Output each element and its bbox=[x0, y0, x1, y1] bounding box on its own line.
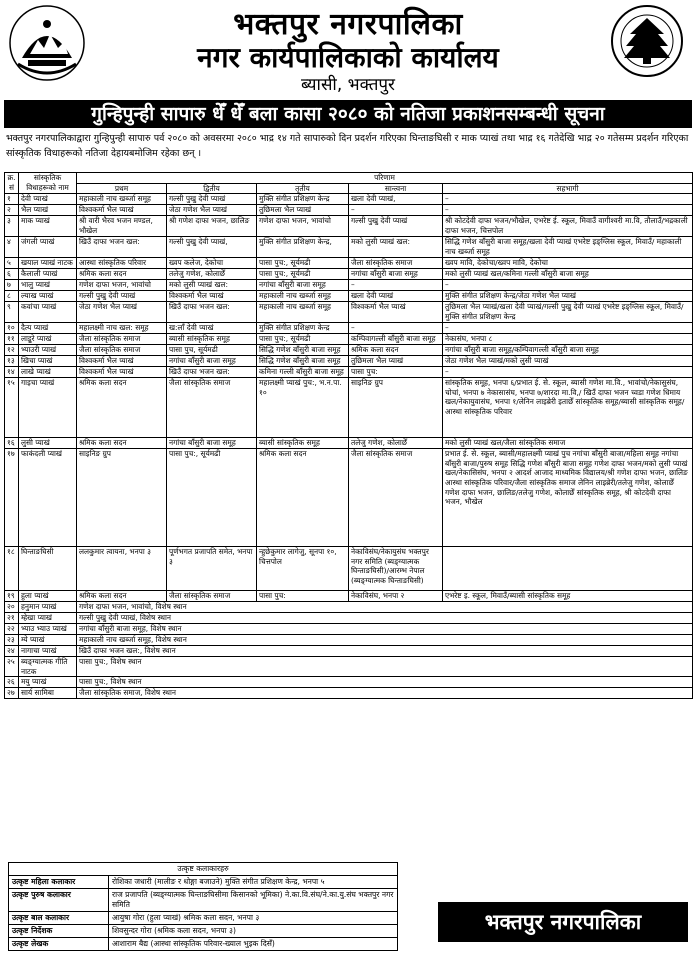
header-participant: सहभागी bbox=[443, 183, 693, 194]
row-first: गल्सी पुखु देवी प्याखं bbox=[77, 291, 167, 302]
row-category: देवी प्याखं bbox=[19, 194, 77, 205]
row-consolation: – bbox=[349, 280, 443, 291]
row-second: नगांचा बाँसुरी बाजा समूह bbox=[167, 356, 257, 367]
row-sn: २५ bbox=[5, 657, 19, 677]
row-category: लाखे प्याखं bbox=[19, 367, 77, 378]
table-row bbox=[5, 378, 693, 438]
row-sn: २६ bbox=[5, 677, 19, 688]
row-third: मुक्ति संगीत प्रशिक्षण केन्द्र, bbox=[257, 237, 349, 258]
row-sn: २४ bbox=[5, 646, 19, 657]
row-first: विश्वकर्मा भैल प्याखं bbox=[77, 205, 167, 216]
row-consolation: विश्वकर्मा भैल प्याखं bbox=[349, 302, 443, 323]
header-consolation: सान्त्वना bbox=[349, 183, 443, 194]
row-participant bbox=[443, 547, 693, 591]
row-sn: २१ bbox=[5, 613, 19, 624]
row-first: श्रमिक कला सदन bbox=[77, 269, 167, 280]
row-category: भ्याउरी प्याखं bbox=[19, 345, 77, 356]
row-category: भालु प्याखं bbox=[19, 280, 77, 291]
row-sn: १९ bbox=[5, 591, 19, 602]
table-row bbox=[5, 367, 693, 378]
row-third: पासा पुच: bbox=[257, 591, 349, 602]
row-first: जैला सांस्कृतिक समाज bbox=[77, 345, 167, 356]
row-category: हनुमान प्याखं bbox=[19, 602, 77, 613]
row-consolation: श्रमिक कला सदन bbox=[349, 345, 443, 356]
row-category: ल्याख प्याखं bbox=[19, 291, 77, 302]
row-second: खिउँ दाफा भजन खल: bbox=[167, 302, 257, 323]
row-second: जेठा गणेश भैल प्याखं bbox=[167, 205, 257, 216]
award-row bbox=[9, 889, 398, 912]
row-sn: १५ bbox=[5, 378, 19, 438]
row-consolation: तलेजु गणेश, कोलाछेँ bbox=[349, 438, 443, 449]
table-row bbox=[5, 438, 693, 449]
row-sn: २ bbox=[5, 205, 19, 216]
table-row bbox=[5, 258, 693, 269]
row-consolation: नेकाविसंघ/नेकायुसंघ भक्तपुर नगर समिति (ब्यङ्ग्यात्मक घिन्ताङघिसी)/आरम्भ नेपाल (ब्यङ्ग्यात्मक घिन्ताङघिसी) bbox=[349, 547, 443, 591]
row-category: गाइचा प्याखं bbox=[19, 378, 77, 438]
row-participant: – bbox=[443, 367, 693, 378]
row-special-winner: जैला सांस्कृतिक समाज, विशेष स्थान bbox=[77, 688, 693, 699]
row-consolation: जैला सांस्कृतिक समाज bbox=[349, 258, 443, 269]
row-second: जैला सांस्कृतिक समाज bbox=[167, 591, 257, 602]
awards-heading: उत्कृष्ट कलाकारहरु bbox=[9, 863, 398, 876]
row-consolation: – bbox=[349, 323, 443, 334]
row-first: श्रमिक कला सदन bbox=[77, 378, 167, 438]
header-second: द्वितीय bbox=[167, 183, 257, 194]
awards-table bbox=[8, 862, 398, 951]
row-first: श्री वारी भैरव भजन मण्डल, भौखेल bbox=[77, 216, 167, 237]
row-participant: ख्वप मावि, देकोचा/ख्वप मावि, देकोचा bbox=[443, 258, 693, 269]
row-sn: १६ bbox=[5, 438, 19, 449]
row-participant: सांस्कृतिक समूह, भनपा ६/प्रभात ई. से. स्कूल, ब्यासी गणेश मा.वि., भावांचो/नेकासुसंघ, चोचां, भनपा ७ नेकासासंघ, भनपा ७/शारदा मा.वि,/ खिउँ दाफा भजन च्वडा गणेश धिमाय खल/नेकायुवासंघ, भनपा १/लेनिन लाइब्रेरी इताछेँ सांस्कृतिक समूह/ब्यासी सांस्कृतिक समूह/आस्था सांस्कृतिक परिवार bbox=[443, 378, 693, 438]
row-second: पासा पुच, सूर्यमढी bbox=[167, 345, 257, 356]
row-category: भैल प्याखं bbox=[19, 205, 77, 216]
row-third: श्रमिक कला सदन bbox=[257, 449, 349, 547]
row-special-winner: गल्सी पुखु देवी प्याखं, विशेष स्थान bbox=[77, 613, 693, 624]
row-first: आस्था सांस्कृतिक परिवार bbox=[77, 258, 167, 269]
row-category: लाइुरे प्याखं bbox=[19, 334, 77, 345]
row-third: नगांचा बाँसुरी बाजा समूह bbox=[257, 280, 349, 291]
row-third: सिद्धि गणेश बाँसुरी बाजा समूह bbox=[257, 345, 349, 356]
row-third: सिद्धि गणेश बाँसुरी बाजा समूह bbox=[257, 356, 349, 367]
row-third: महाकाली नाच खर्ब्जा समूह bbox=[257, 302, 349, 323]
row-first: ललकुमार त्वायना, भनपा ३ bbox=[77, 547, 167, 591]
footer-municipality-name: भक्तपुर नगरपालिका bbox=[438, 902, 688, 942]
row-category: नागाचा प्याखं bbox=[19, 646, 77, 657]
table-row bbox=[5, 237, 693, 258]
row-participant: तुछिमला भैल प्याखं/खला देवी प्याखं/गल्सी पुखु देवी प्याखं एभरेष्ट इङ्ग्लिस स्कूल, मिवाउँ/ मुक्ति संगीत प्रशिक्षण केन्द्र bbox=[443, 302, 693, 323]
row-participant: – bbox=[443, 280, 693, 291]
row-sn: १७ bbox=[5, 449, 19, 547]
row-category: हुला प्याखं bbox=[19, 591, 77, 602]
row-participant: श्री कोटदेवी दाफा भजन/भौखेल, एभरेष्ट ई. स्कूल, मिवाउँ वागीश्वरी मा.वि, तौलाउँ/भद्रकाली दाफा भजन, चित्तपोल bbox=[443, 216, 693, 237]
row-category: जंगली प्याखं bbox=[19, 237, 77, 258]
row-special-winner: महाकाली नाच खर्ब्जा समूह, विशेष स्थान bbox=[77, 635, 693, 646]
row-participant: जेठा गणेश भैल प्याखं/मको लुसी प्याखं bbox=[443, 356, 693, 367]
row-second: नगांचा बाँसुरी बाजा समूह bbox=[167, 438, 257, 449]
row-consolation: नगांचा बाँसुरी बाजा समूह bbox=[349, 269, 443, 280]
row-first: विश्वकर्मा भैल प्याखं bbox=[77, 367, 167, 378]
table-row bbox=[5, 302, 693, 323]
notice-intro: भक्तपुर नगरपालिकाद्वारा गुन्हिपुन्ही सापारु पर्व २०८० को अवसरमा २०८० भाद्र १४ गते सापारुको दिन प्रदर्शन गरिएका घिन्ताङघिसी र माक प्याखं तथा भाद्र १६ गतेदेखि भाद्र २० गतेसम्म प्रदर्शन गरिएका सांस्कृतिक विधाहरूको नतिजा देहायबमोजिम रहेका छन् । bbox=[6, 133, 689, 159]
row-third: मुक्ति संगीत प्रशिक्षण केन्द्र bbox=[257, 194, 349, 205]
row-first: विश्वकर्मा भैल प्याखं bbox=[77, 356, 167, 367]
row-category: सार्य सामिबा bbox=[19, 688, 77, 699]
row-second: मको लुसी प्याखं खल: bbox=[167, 280, 257, 291]
row-sn: ७ bbox=[5, 280, 19, 291]
row-category: लुसी प्याखं bbox=[19, 438, 77, 449]
row-sn: १८ bbox=[5, 547, 19, 591]
header-category: सांस्कृतिक विधाहरूको नाम bbox=[19, 173, 77, 194]
table-row bbox=[5, 216, 693, 237]
row-third: मुक्ति संगीत प्रशिक्षण केन्द्र bbox=[257, 323, 349, 334]
row-first: जेठा गणेश भैल प्याखं bbox=[77, 302, 167, 323]
office-name: नगर कार्यपालिकाको कार्यालय bbox=[197, 41, 499, 74]
row-category: ब्यङ्ग्यात्मक गीति नाटक bbox=[19, 657, 77, 677]
table-row bbox=[5, 677, 693, 688]
row-second: गल्सी पुखु देवी प्याखं bbox=[167, 194, 257, 205]
table-row bbox=[5, 635, 693, 646]
row-second: खिउँ दाफा भजन खल: bbox=[167, 367, 257, 378]
award-category: उत्कृष्ट महिला कलाकार bbox=[9, 876, 109, 889]
row-sn: ५ bbox=[5, 258, 19, 269]
award-row bbox=[9, 912, 398, 925]
row-participant: एभरेष्ट इ. स्कूल, मिवाउँ/ब्यासी सांस्कृतिक समूह bbox=[443, 591, 693, 602]
row-category: खयाल प्याखं नाटक bbox=[19, 258, 77, 269]
row-participant: सिद्धि गणेश बाँसुरी बाजा समूह/खला देवी प्याखं एभरेष्ट इङ्ग्लिस स्कूल, मिवाउँ/ महाकाली नाच खर्ब्जा समूह bbox=[443, 237, 693, 258]
row-participant: – bbox=[443, 323, 693, 334]
award-category: उत्कृष्ट बाल कलाकार bbox=[9, 912, 109, 925]
row-special-winner: नगांचा बाँसुरी बाजा समूह, विशेष स्थान bbox=[77, 624, 693, 635]
award-row bbox=[9, 925, 398, 938]
row-participant: – bbox=[443, 205, 693, 216]
row-category: मयु प्याखं bbox=[19, 677, 77, 688]
row-category: खिचा प्याखं bbox=[19, 356, 77, 367]
row-consolation: – bbox=[349, 205, 443, 216]
row-first: जैला सांस्कृतिक समाज bbox=[77, 334, 167, 345]
row-third: महालक्ष्मी प्याखं पुच:, भ.न.पा. १० bbox=[257, 378, 349, 438]
table-row bbox=[5, 334, 693, 345]
header-sn: क्र.सं bbox=[5, 173, 19, 194]
row-category: भ्याउ भ्याउ प्याखं bbox=[19, 624, 77, 635]
row-sn: ४ bbox=[5, 237, 19, 258]
row-consolation: खला देवी प्याखं, bbox=[349, 194, 443, 205]
table-row bbox=[5, 613, 693, 624]
row-sn: ३ bbox=[5, 216, 19, 237]
row-second: तलेजु गणेश, कोलाछेँ bbox=[167, 269, 257, 280]
row-participant: मको लुसी प्याखं खल/जैला सांस्कृतिक समाज bbox=[443, 438, 693, 449]
table-row bbox=[5, 323, 693, 334]
results-table bbox=[4, 172, 693, 699]
row-third: न्हुछेकुमार लागेजु, सूनपा १०, चित्तपोल bbox=[257, 547, 349, 591]
row-second: गल्सी पुखु देवी प्याखं, bbox=[167, 237, 257, 258]
letterhead bbox=[0, 0, 696, 96]
row-category: म्ये प्याखं bbox=[19, 635, 77, 646]
municipality-name: भक्तपुर नगरपालिका bbox=[233, 7, 463, 42]
row-sn: ९ bbox=[5, 302, 19, 323]
row-second: ख:लाँ देवी प्याखं bbox=[167, 323, 257, 334]
table-row bbox=[5, 591, 693, 602]
row-second: ख्वप कलेज, देकोचा bbox=[167, 258, 257, 269]
row-first: श्रमिक कला सदन bbox=[77, 438, 167, 449]
award-recipient: शिवसुन्दर गोरा (श्रमिक कला सदन, भनपा ३) bbox=[109, 925, 398, 938]
table-row bbox=[5, 356, 693, 367]
table-row bbox=[5, 657, 693, 677]
row-sn: ६ bbox=[5, 269, 19, 280]
row-third: महाकाली नाच खर्ब्जा समूह bbox=[257, 291, 349, 302]
award-category: उत्कृष्ट लेखक bbox=[9, 938, 109, 951]
row-first: महाकाली नाच खर्ब्जा समूह bbox=[77, 194, 167, 205]
row-category: दैत्य प्याखं bbox=[19, 323, 77, 334]
row-special-winner: गणेश दाफा भजन, भावांचो, विशेष स्थान bbox=[77, 602, 693, 613]
row-consolation: कम्पिवागल्ली बाँसुरी बाजा समूह bbox=[349, 334, 443, 345]
row-category: माक प्याखं bbox=[19, 216, 77, 237]
row-category: कवांचा प्याखं bbox=[19, 302, 77, 323]
table-row bbox=[5, 602, 693, 613]
table-row bbox=[5, 345, 693, 356]
table-row bbox=[5, 547, 693, 591]
row-first: गणेश दाफा भजन, भावांचो bbox=[77, 280, 167, 291]
row-first: खिउँ दाफा भजन खल: bbox=[77, 237, 167, 258]
row-consolation: जैला सांस्कृतिक समाज bbox=[349, 449, 443, 547]
office-address: ब्यासी, भक्तपुर bbox=[300, 75, 396, 95]
row-second: पासा पुच:, सूर्यमढी bbox=[167, 449, 257, 547]
row-category: म्हेखा प्याखं bbox=[19, 613, 77, 624]
row-second: ब्यासी सांस्कृतिक समूह bbox=[167, 334, 257, 345]
row-consolation: पासा पुच: bbox=[349, 367, 443, 378]
row-third: ब्यासी सांस्कृतिक समूह bbox=[257, 438, 349, 449]
row-sn: १० bbox=[5, 323, 19, 334]
row-participant: नगांचा बाँसुरी बाजा समूह/कम्पिवागल्ली बाँसुरी बाजा समूह bbox=[443, 345, 693, 356]
row-consolation: तुछिमला भैल प्याखं bbox=[349, 356, 443, 367]
row-third: तुछिमला भैल प्याखं bbox=[257, 205, 349, 216]
row-second: पूर्णभगत प्रजापति समेत, भनपा ३ bbox=[167, 547, 257, 591]
row-sn: २७ bbox=[5, 688, 19, 699]
row-third: कमिना गल्ली बाँसुरी बाजा समूह bbox=[257, 367, 349, 378]
row-special-winner: पासा पुच:, विशेष स्थान bbox=[77, 657, 693, 677]
row-participant: प्रभात ई. से. स्कूल, ब्यासी/महालक्ष्मी प्याखं पुच नगांचा बाँसुरी बाजा/महिला समूह नगांचा बाँसुरी बाजा/पुरुष समूह सिद्धि गणेश बाँसुरी बाजा समूह गणेश दाफा भजन/मको लुसी प्याखं खल/नेकासिसंघ, भनपा २ आदर्श आजाद माध्यमिक विद्यालय/श्री गणेश दाफा भजन, छालिङ आस्था सांस्कृतिक परिवार/जैला सांस्कृतिक समाज लेनिन लाइब्रेरी/तलेजु गणेश, कोलाछेँ गणेश दाफा भजन, छालिङ/तलेजु गणेश, कोलाछेँ सांस्कृतिक समूह, श्री कोटदेवी दाफा भजन, भौखेल bbox=[443, 449, 693, 547]
row-sn: ११ bbox=[5, 334, 19, 345]
award-recipient: आशाराम बैद्य (आस्था सांस्कृतिक परिवार-ख्याल भुइक दिसँ) bbox=[109, 938, 398, 951]
row-participant: मुक्ति संगीत प्रशिक्षण केन्द्र/जेठा गणेश भैल प्याखं bbox=[443, 291, 693, 302]
award-recipient: रोशिका जधारी (मालीङ र धोङ्गा बजाउने) मुक्ति संगीत प्रशिक्षण केन्द्र, भनपा ५ bbox=[109, 876, 398, 889]
row-third: पासा पुच:, सूर्यमढी bbox=[257, 258, 349, 269]
header-first: प्रथम bbox=[77, 183, 167, 194]
row-sn: २० bbox=[5, 602, 19, 613]
table-row bbox=[5, 449, 693, 547]
row-consolation: मको लुसी प्याखं खल: bbox=[349, 237, 443, 258]
row-participant: नेकासंघ, भनपा ८ bbox=[443, 334, 693, 345]
row-category: कैलाली प्याखं bbox=[19, 269, 77, 280]
award-recipient: राज प्रजापति (ब्यङ्ग्यात्मक घिन्ताङघिसीमा किसानको भूमिका) ने.का.वि.संघ/ने.का.यु.संघ भक्तपुर नगर समिति bbox=[109, 889, 398, 912]
row-second: विश्वकर्मा भैल प्याखं bbox=[167, 291, 257, 302]
row-second: जैला सांस्कृतिक समाज bbox=[167, 378, 257, 438]
row-consolation: गल्सी पुखु देवी प्याखं bbox=[349, 216, 443, 237]
row-third: पासा पुच:, सूर्यमढी bbox=[257, 334, 349, 345]
table-row bbox=[5, 646, 693, 657]
row-consolation: नेकाविसंघ, भनपा २ bbox=[349, 591, 443, 602]
row-first: साइनिङ ग्रुप bbox=[77, 449, 167, 547]
row-category: फाकंदली प्याखं bbox=[19, 449, 77, 547]
row-sn: २२ bbox=[5, 624, 19, 635]
row-sn: १ bbox=[5, 194, 19, 205]
row-third: गणेश दाफा भजन, भावांचो bbox=[257, 216, 349, 237]
row-special-winner: पासा पुच:, विशेष स्थान bbox=[77, 677, 693, 688]
row-consolation: खला देवी प्याखं bbox=[349, 291, 443, 302]
row-first: महालक्ष्मी नाच खल: समूह bbox=[77, 323, 167, 334]
award-row bbox=[9, 938, 398, 951]
row-second: श्री गणेश दाफा भजन, छालिङ bbox=[167, 216, 257, 237]
awards-body bbox=[9, 876, 398, 951]
table-row bbox=[5, 280, 693, 291]
row-sn: १२ bbox=[5, 345, 19, 356]
results-body bbox=[5, 194, 693, 699]
row-participant: – bbox=[443, 194, 693, 205]
header-result: परिणाम bbox=[77, 173, 693, 184]
table-row bbox=[5, 194, 693, 205]
row-sn: १३ bbox=[5, 356, 19, 367]
table-row bbox=[5, 269, 693, 280]
award-category: उत्कृष्ट निर्देशक bbox=[9, 925, 109, 938]
table-row bbox=[5, 291, 693, 302]
row-participant: मको लुसी प्याखं खल/कमिना गल्ली बाँसुरी बाजा समूह bbox=[443, 269, 693, 280]
row-consolation: साइनिङ ग्रुप bbox=[349, 378, 443, 438]
table-row bbox=[5, 624, 693, 635]
table-row bbox=[5, 688, 693, 699]
row-sn: ८ bbox=[5, 291, 19, 302]
award-row bbox=[9, 876, 398, 889]
row-sn: २३ bbox=[5, 635, 19, 646]
row-first: श्रमिक कला सदन bbox=[77, 591, 167, 602]
table-row bbox=[5, 205, 693, 216]
row-category: घिन्ताङघिसी bbox=[19, 547, 77, 591]
row-third: पासा पुच:, सूर्यमढी bbox=[257, 269, 349, 280]
award-recipient: आयुषा गोरा (हुला प्याखं) श्रमिक कला सदन, भनपा ३ bbox=[109, 912, 398, 925]
row-special-winner: खिउँ दाफा भजन खल:, विशेष स्थान bbox=[77, 646, 693, 657]
header-third: तृतीय bbox=[257, 183, 349, 194]
award-category: उत्कृष्ट पुरुष कलाकार bbox=[9, 889, 109, 912]
notice-title: गुन्हिपुन्ही सापारु धेँ धेँ बला कासा २०८० को नतिजा प्रकाशनसम्बन्धी सूचना bbox=[4, 100, 692, 128]
row-sn: १४ bbox=[5, 367, 19, 378]
